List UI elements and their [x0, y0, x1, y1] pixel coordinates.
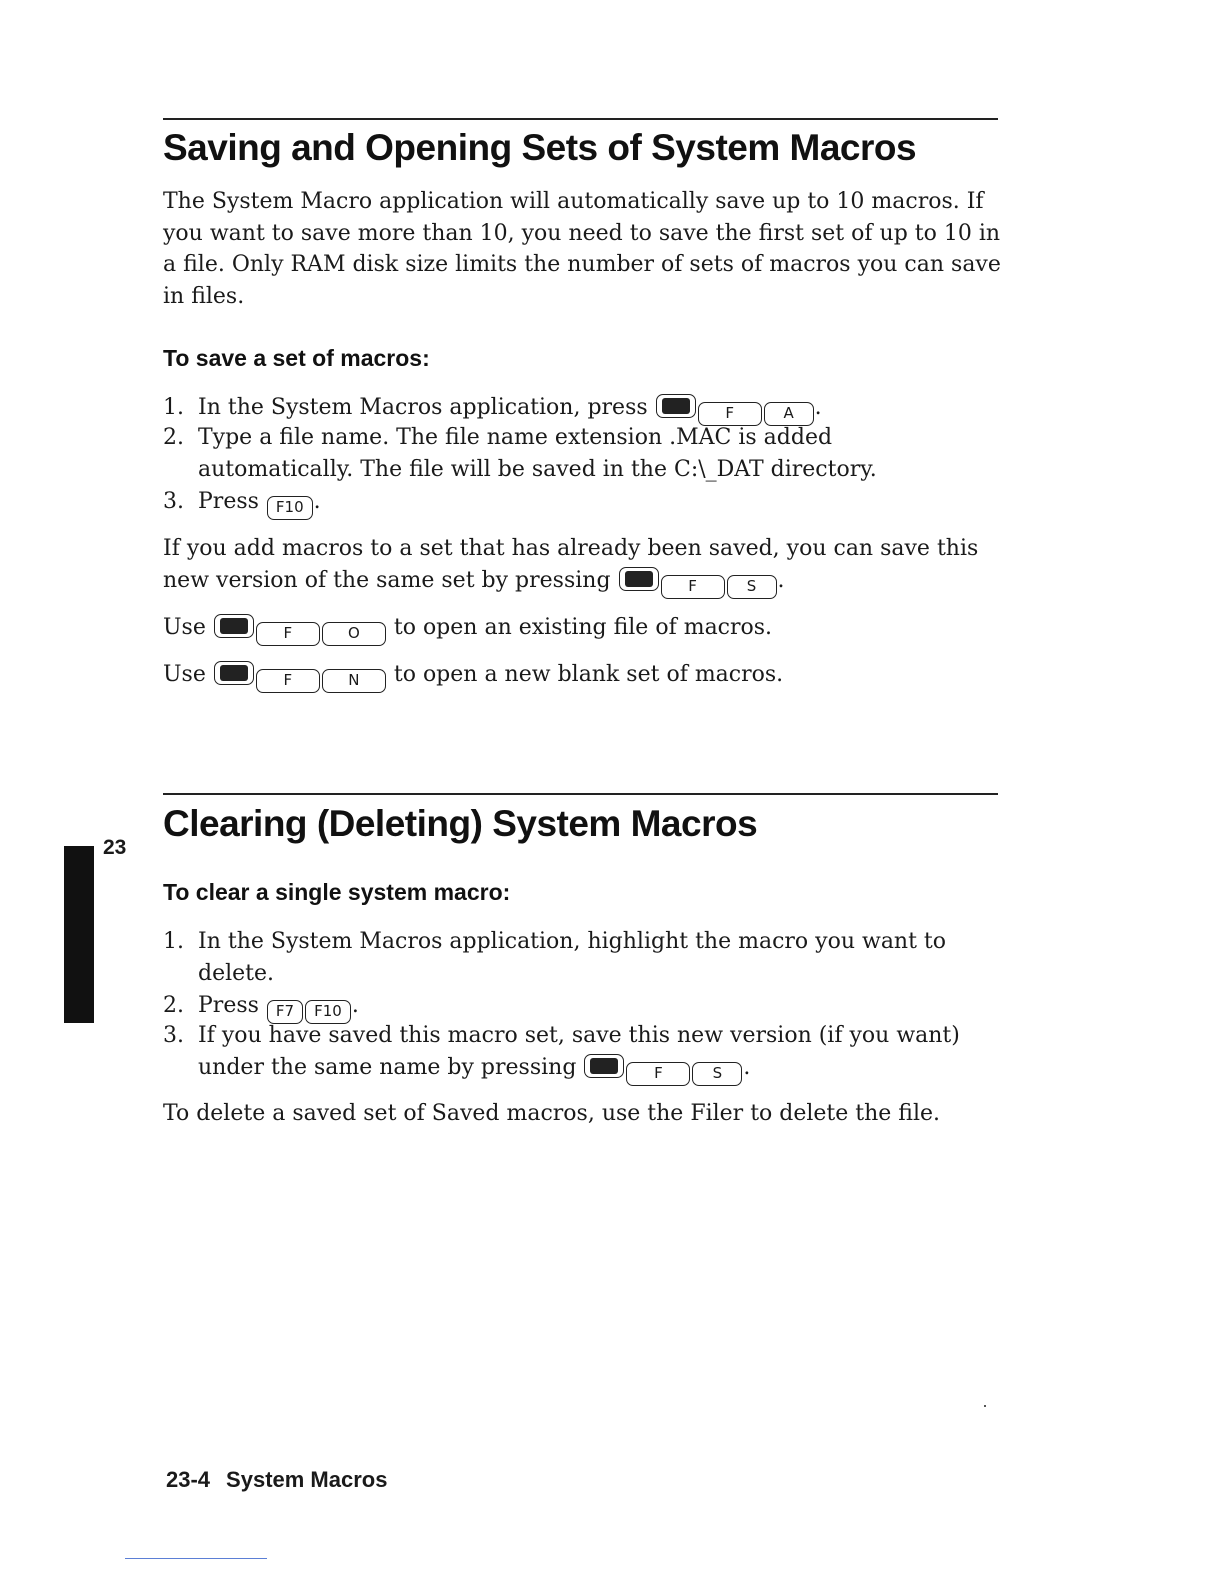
- menu-key-icon: [584, 1054, 624, 1078]
- chapter-tab-number: 23: [103, 836, 127, 859]
- add-macros-note: [163, 533, 1003, 599]
- step-number: 3.: [163, 1023, 184, 1048]
- f-key: F: [626, 1062, 690, 1086]
- scan-edge-line: [125, 1558, 267, 1559]
- o-key: O: [322, 622, 386, 646]
- clear-step-1: [163, 926, 1003, 989]
- f-key: F: [661, 575, 725, 599]
- s-key: S: [692, 1062, 742, 1086]
- step-number: 2.: [163, 993, 184, 1018]
- menu-key-icon: [656, 394, 696, 418]
- chapter-tab-bar: [64, 846, 94, 1023]
- f10-key: F10: [267, 496, 313, 520]
- step-end: .: [814, 395, 822, 420]
- step-text: If you have saved this macro set, save this new version (if you want) under the same name by pressing: [198, 1023, 960, 1080]
- open-existing-line: [163, 612, 772, 646]
- f-key: F: [256, 669, 320, 693]
- s-key: S: [727, 575, 777, 599]
- step-number: 1.: [163, 395, 184, 420]
- step-text: Press: [198, 489, 259, 514]
- footer-page-number: 23-4: [166, 1467, 211, 1492]
- step-text: In the System Macros application, press: [198, 395, 648, 420]
- f-key: F: [256, 622, 320, 646]
- step-text: In the System Macros application, highlight the macro you want to delete.: [198, 929, 947, 986]
- step-end: .: [313, 489, 321, 514]
- page-footer: [166, 1467, 387, 1493]
- intro-paragraph: The System Macro application will automatically save up to 10 macros. If you want to save more than 10, you need to save the first set of up to 10 in a file. Only RAM disk size limits the number of sets of macros you can save in files.: [163, 189, 1001, 309]
- closing-paragraph: To delete a saved set of Saved macros, use the Filer to delete the file.: [163, 1101, 941, 1126]
- section-rule-top: [163, 118, 998, 120]
- subheading-clear-macro: To clear a single system macro:: [163, 879, 511, 905]
- save-step-2: [163, 422, 1003, 485]
- save-step-1: [163, 392, 1003, 426]
- note-text: If you add macros to a set that has already been saved, you can save this new version of the same set by pressing: [163, 536, 979, 593]
- use-text: Use: [163, 615, 206, 640]
- clear-step-3: [163, 1020, 1003, 1086]
- section-rule-clearing: [163, 793, 998, 795]
- menu-key-icon: [214, 661, 254, 685]
- section-title-saving: Saving and Opening Sets of System Macros: [163, 127, 917, 168]
- menu-key-icon: [619, 567, 659, 591]
- open-new-line: [163, 659, 783, 693]
- f-key: F: [698, 402, 762, 426]
- scan-speck: [984, 1405, 986, 1407]
- n-key: N: [322, 669, 386, 693]
- use-text: Use: [163, 662, 206, 687]
- step-number: 3.: [163, 489, 184, 514]
- open-existing-text: to open an existing file of macros.: [393, 615, 773, 640]
- step-number: 1.: [163, 929, 184, 954]
- a-key: A: [764, 402, 814, 426]
- step-number: 2.: [163, 425, 184, 450]
- clear-step-2: [163, 990, 1003, 1024]
- footer-title: System Macros: [226, 1467, 388, 1492]
- step-text: Press: [198, 993, 259, 1018]
- open-new-text: to open a new blank set of macros.: [393, 662, 784, 687]
- f7-key: F7: [267, 1000, 303, 1024]
- step-end: .: [743, 1054, 751, 1080]
- f10-key: F10: [305, 1000, 351, 1024]
- note-end: .: [777, 567, 785, 593]
- subheading-save-set: To save a set of macros:: [163, 345, 430, 371]
- save-step-3: [163, 486, 1003, 520]
- step-text: Type a file name. The file name extension .MAC is added automatically. The file will be saved in the C:\_DAT directory.: [198, 425, 877, 482]
- step-end: .: [351, 993, 359, 1018]
- section-title-clearing: Clearing (Deleting) System Macros: [163, 803, 758, 844]
- menu-key-icon: [214, 614, 254, 638]
